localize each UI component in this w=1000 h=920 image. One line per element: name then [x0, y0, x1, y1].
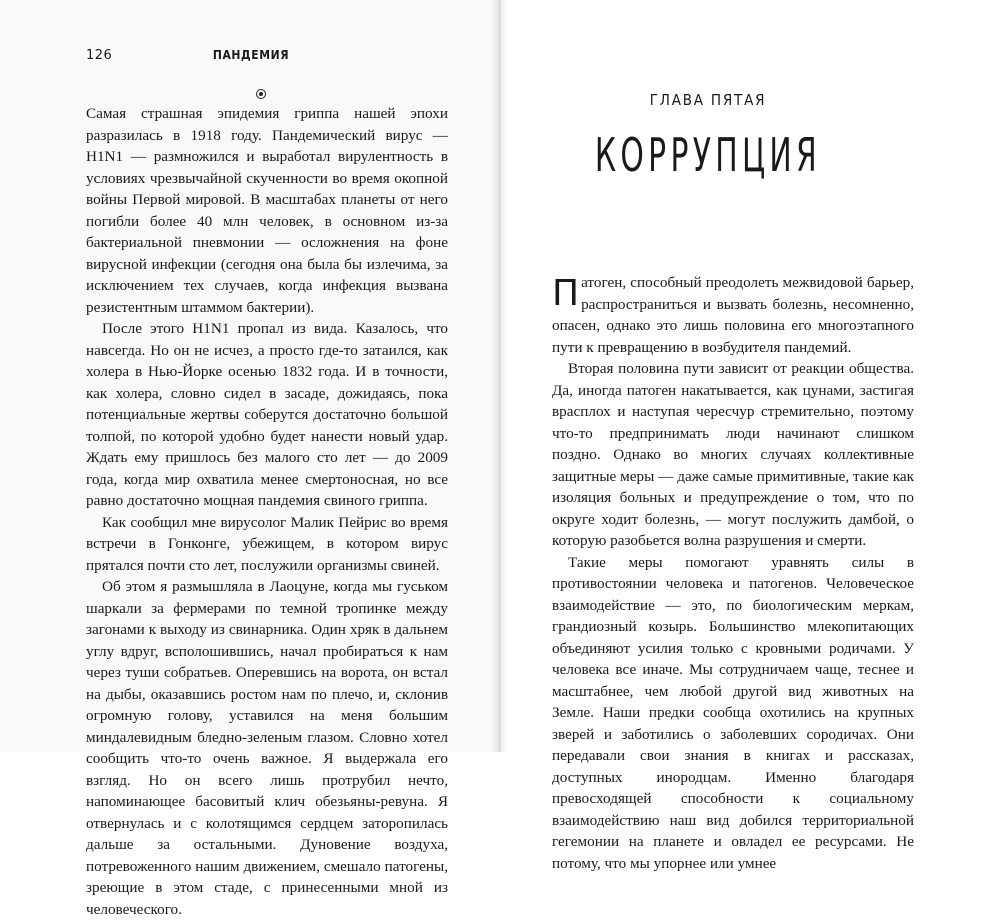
opening-paragraph: [552, 272, 914, 358]
section-ornament-icon: [256, 89, 266, 99]
left-page: [0, 0, 500, 918]
page-number: 126: [86, 48, 113, 63]
chapter-label: ГЛАВА ПЯТАЯ: [649, 91, 767, 109]
paragraph: Вторая половина пути зависит от реакции общества. Да, иногда патоген накатывается, как цунами, застигая врасплох и наступая чересчур стремительно, поэтому что-то предпринимать люди начинают слишком поздно. Однако во многих случаях коллективные защитные меры — даже самые примитивные, такие как изоляция больных и предупреждение о том, что по округе ходит болезнь, — могут послужить дамбой, о которую разобьется волна разрушения и смерти.: [552, 360, 914, 549]
right-body-text: [552, 272, 914, 874]
book-gutter: [492, 0, 508, 752]
paragraph: Как сообщил мне вирусолог Малик Пейрис во время встречи в Гонконге, убежищем, в котором вирус прятался почти сто лет, послужили организмы свиней.: [86, 513, 448, 574]
paragraph: После этого H1N1 пропал из вида. Казалось, что навсегда. Но он не исчез, а просто где-то затаился, как холера в Нью-Йорке осенью 1832 года. И в точности, как холера, словно сидел в засаде, дожидаясь, пока потенциальные жертвы соберутся достаточно большой толпой, по которой удобно будет нанести новый удар. Ждать ему пришлось без малого сто лет — до 2009 года, когда мир охватила менее смертоносная, но все равно достаточно мощная пандемия свиного гриппа.: [86, 320, 448, 509]
opening-paragraph-text: атоген, способный преодолеть межвидовой барьер, распространиться и вызвать болезнь, несомненно, опасен, однако это лишь половина его многоэтапного пути к превращению в возбудителя пандемий.: [552, 274, 914, 356]
paragraph: Об этом я размышляла в Лаоцуне, когда мы гуськом шаркали за фермерами по темной тропинке между загонами к выходу из свинарника. Один хряк в дальнем углу вдруг, всполошившись, начал пробираться к нам через туши собратьев. Оперевшись на ворота, он встал на дыбы, оказавшись ростом нам по плечо, и, склонив огромную голову, уставился на меня большим миндалевидным бледно-зеленым глазом. Словно хотел сообщить что-то очень важное. Я выдержала его взгляд. Но он всего лишь протрубил нечто, напоминающее басовитый клич обезьяны-ревуна. Я отвернулась и с колотящимся сердцем заторопилась дальше за остальными. Дуновение воздуха, потревоженного нашим движением, смешало патогены, зреющие в этом стаде, с принесенными мной из человеческого.: [86, 578, 448, 918]
drop-cap: П: [552, 273, 580, 314]
left-body-text: [86, 103, 448, 920]
paragraph: Самая страшная эпидемия гриппа нашей эпохи разразилась в 1918 году. Пандемический вирус — H1N1 — размножился и выработал вирулентность в условиях чрезвычайной скученности во время окопной войны Первой мировой. В масштабах планеты от него погибли более 40 млн человек, в основном из-за бактериальной пневмонии — осложнения на фоне вирусной инфекции (сегодня она была бы излечима, за исключением тех случаев, когда инфекция вызвана резистентным штаммом бактерии).: [86, 105, 448, 316]
chapter-title: КОРРУПЦИЯ: [594, 128, 822, 182]
running-book-title: ПАНДЕМИЯ: [212, 48, 290, 62]
paragraph: Такие меры помогают уравнять силы в противостоянии человека и патогенов. Человеческое взаимодействие — это, по биологическим меркам, грандиозный козырь. Большинство млекопитающих объединяют усилия только с кровными родичами. У человека все иначе. Мы сотрудничаем чаще, теснее и масштабнее, чем любой другой вид животных на Земле. Наши предки сообща охотились на крупных зверей и заботились о заболевших сородичах. Они передавали свои знания в книгах и рассказах, доступных инородцам. Именно благодаря превосходящей способности к социальному взаимодействию наш вид добился территориальной гегемонии на планете и овладел ее ресурсами. Не потому, что мы упорнее или умнее: [552, 553, 914, 872]
